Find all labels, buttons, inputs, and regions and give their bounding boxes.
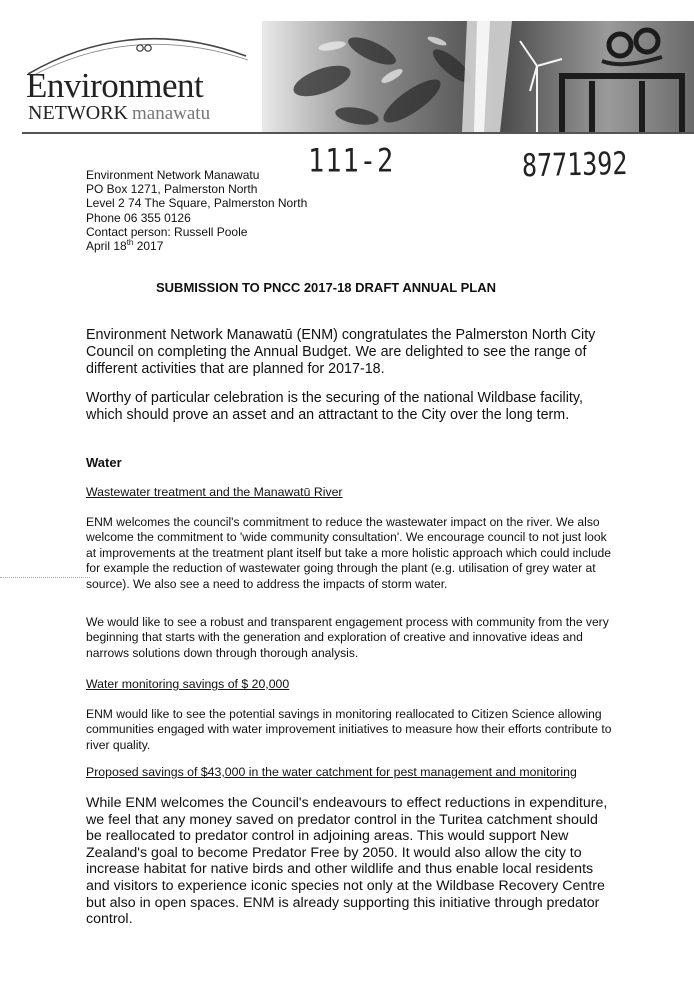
document-title: SUBMISSION TO PNCC 2017-18 DRAFT ANNUAL PLAN (156, 280, 496, 295)
date-suffix-superscript: th (126, 238, 134, 248)
sender-line: Level 2 74 The Square, Palmerston North (86, 196, 308, 211)
organization-logo (22, 22, 252, 132)
subheading-water-monitoring: Water monitoring savings of $ 20,000 (86, 677, 290, 691)
header-banner-image (262, 21, 694, 132)
scan-artifact-line (0, 577, 90, 578)
logo-word-environment: Environment (26, 66, 204, 105)
pest-management-paragraph: While ENM welcomes the Council's endeavours to effect reductions in expenditure, we feel that any money saved on predator control in the Turitea catchment should be reallocated to predator control in adjoining areas. This would support New Zealand's goal to become Predator Free by 2050. It would also allow the city to increase habitat for native birds and other wildlife and thus enable local residents and visitors to experience iconic species not only at the Wildbase Recovery Centre but also in open spaces. ENM is already supporting this initiative through predator control. (86, 795, 608, 928)
sender-line: PO Box 1271, Palmerston North (86, 182, 258, 197)
handwritten-reference-number: 111-2 (308, 142, 395, 181)
date-year: 2017 (133, 239, 164, 254)
subheading-pest-management: Proposed savings of $43,000 in the water catchment for pest management and monitoring (86, 765, 577, 779)
subheading-wastewater: Wastewater treatment and the Manawatū River (86, 485, 343, 499)
logo-word-network (28, 102, 210, 125)
intro-paragraph: Environment Network Manawatū (ENM) congratulates the Palmerston North City Council on completing the Annual Budget. We are delighted to see the range of different activities that are planned for 2017-18. (86, 327, 596, 377)
water-monitoring-paragraph: ENM would like to see the potential savings in monitoring reallocated to Citizen Science allowing communities engaged with water improvement initiatives to measure how their efforts contribute to river quality. (86, 707, 612, 752)
logo-network-label: NETWORK (28, 102, 128, 124)
header-divider (22, 132, 694, 134)
sender-line: Phone 06 355 0126 (86, 210, 191, 225)
wastewater-paragraph: ENM welcomes the council's commitment to reduce the wastewater impact on the river. We also welcome the commitment to 'wide community consultation'. We encourage council to not just look at improvements at the treatment plant itself but take a more holistic approach which could include for example the reduction of wastewater going through the plant (e.g. utilisation of grey water at source). We also see a need to address the impacts of storm water. (86, 515, 612, 591)
letter-date (86, 239, 307, 253)
section-heading-water: Water (86, 455, 122, 470)
sender-line: Contact person: Russell Poole (86, 224, 248, 239)
sender-line: Environment Network Manawatu (86, 168, 260, 182)
wastewater-paragraph: We would like to see a robust and transparent engagement process with community from the very beginning that starts with the generation and exploration of creative and innovative ideas and narrows solutions down through thorough analysis. (86, 615, 609, 660)
date-prefix: April 18 (86, 239, 127, 254)
sender-address-block (86, 168, 307, 253)
logo-manawatu-label: manawatu (131, 103, 211, 124)
intro-paragraph: Worthy of particular celebration is the securing of the national Wildbase facility, which should prove an asset and an attractant to the City over the long term. (86, 390, 583, 423)
handwritten-document-number: 8771392 (521, 145, 628, 184)
